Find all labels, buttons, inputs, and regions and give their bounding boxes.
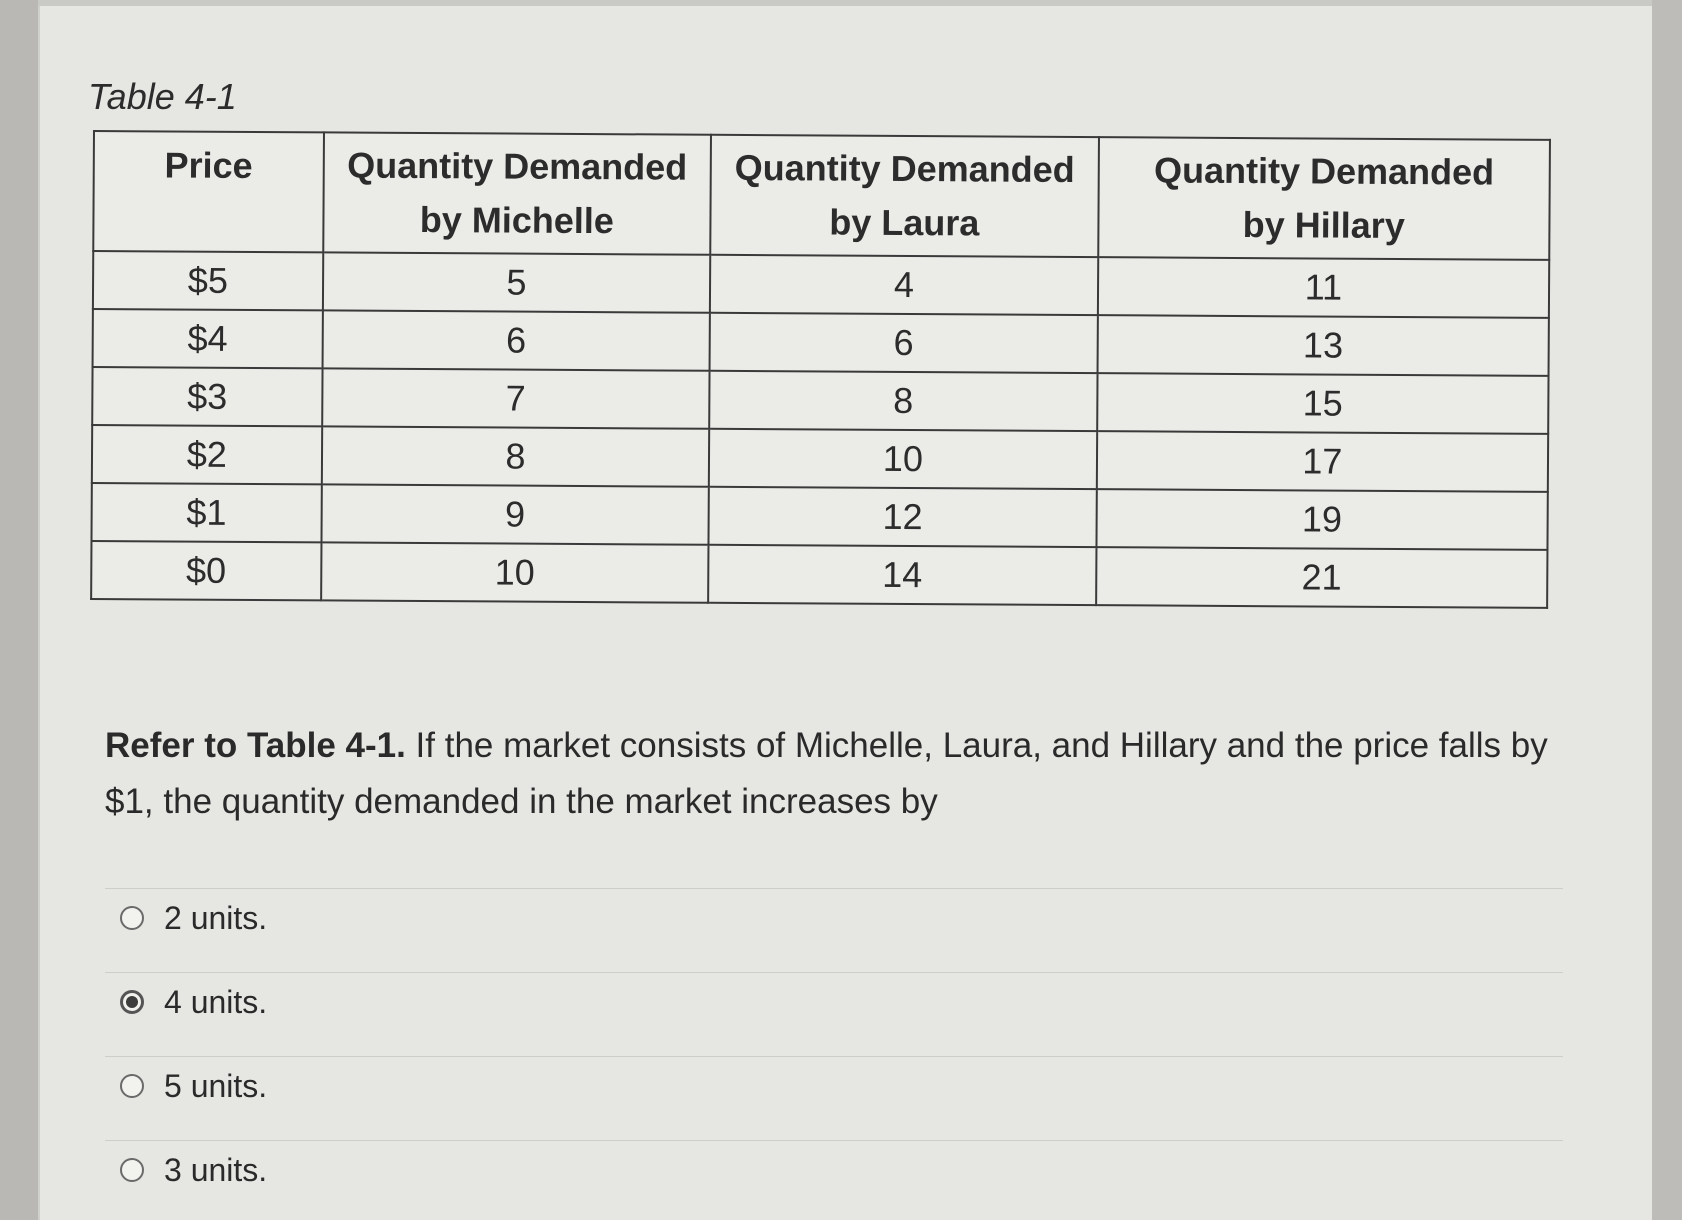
cell-price: $2 — [92, 425, 322, 484]
header-price — [93, 131, 323, 252]
demand-table — [90, 130, 1551, 609]
cell-laura: 8 — [709, 371, 1097, 431]
cell-michelle: 7 — [322, 368, 710, 428]
radio-unselected-icon[interactable] — [120, 906, 144, 930]
cell-price: $4 — [93, 309, 323, 368]
header-michelle-line2: by Michelle — [419, 198, 615, 242]
option-divider — [105, 1056, 1563, 1057]
answer-option-label: 3 units. — [164, 1151, 268, 1188]
answer-option-3-units[interactable] — [120, 1150, 267, 1190]
answer-option-2-units[interactable] — [120, 898, 267, 938]
answer-option-label: 4 units. — [164, 983, 268, 1020]
cell-price: $0 — [91, 541, 321, 600]
table-row — [92, 425, 1548, 492]
header-hillary-line1: Quantity Demanded — [1153, 149, 1495, 193]
header-hillary-line2: by Hillary — [1242, 204, 1405, 247]
table-row — [92, 367, 1548, 434]
cell-michelle: 8 — [321, 426, 709, 486]
cell-laura: 12 — [709, 487, 1097, 547]
radio-unselected-icon[interactable] — [120, 1158, 144, 1182]
table-row — [93, 251, 1549, 318]
header-michelle — [323, 132, 711, 254]
header-price-label: Price — [164, 144, 253, 186]
cell-laura: 4 — [710, 255, 1098, 315]
cell-price: $3 — [92, 367, 322, 426]
table-caption: Table 4-1 — [88, 76, 237, 117]
question-ref-label: Refer to Table 4-1. — [105, 726, 406, 765]
question-body: If the market consists of Michelle, Laura, and Hillary and the price falls by $1, the quantity demanded in the market increases by — [105, 726, 1548, 821]
header-hillary — [1098, 137, 1550, 260]
background-left-edge — [0, 0, 38, 1220]
table-row — [93, 309, 1549, 376]
radio-selected-icon[interactable] — [120, 990, 144, 1014]
answer-option-4-units[interactable] — [120, 982, 267, 1022]
header-laura-line2: by Laura — [829, 201, 980, 244]
question-text — [105, 718, 1565, 830]
cell-hillary: 11 — [1098, 257, 1550, 318]
option-divider — [105, 1140, 1563, 1141]
cell-michelle: 10 — [321, 542, 709, 602]
cell-hillary: 21 — [1096, 547, 1548, 608]
header-michelle-line1: Quantity Demanded — [347, 144, 688, 188]
cell-price: $5 — [93, 251, 323, 310]
cell-hillary: 17 — [1096, 431, 1548, 492]
cell-michelle: 5 — [323, 252, 711, 312]
cell-michelle: 6 — [322, 310, 710, 370]
option-divider — [105, 888, 1563, 889]
cell-laura: 14 — [708, 545, 1096, 605]
table-row — [91, 541, 1547, 608]
answer-option-label: 5 units. — [164, 1067, 268, 1104]
cell-price: $1 — [91, 483, 321, 542]
option-divider — [105, 972, 1563, 973]
cell-laura: 6 — [710, 313, 1098, 373]
table-header-row — [93, 131, 1550, 260]
cell-michelle: 9 — [321, 484, 709, 544]
header-laura-line1: Quantity Demanded — [734, 146, 1075, 190]
cell-hillary: 15 — [1097, 373, 1549, 434]
answer-option-5-units[interactable] — [120, 1066, 267, 1106]
cell-laura: 10 — [709, 429, 1097, 489]
cell-hillary: 13 — [1097, 315, 1549, 376]
radio-unselected-icon[interactable] — [120, 1074, 144, 1098]
cell-hillary: 19 — [1096, 489, 1548, 550]
header-laura — [710, 135, 1098, 257]
answer-option-label: 2 units. — [164, 899, 268, 936]
background-right-edge — [1652, 0, 1682, 1220]
table-row — [91, 483, 1547, 550]
